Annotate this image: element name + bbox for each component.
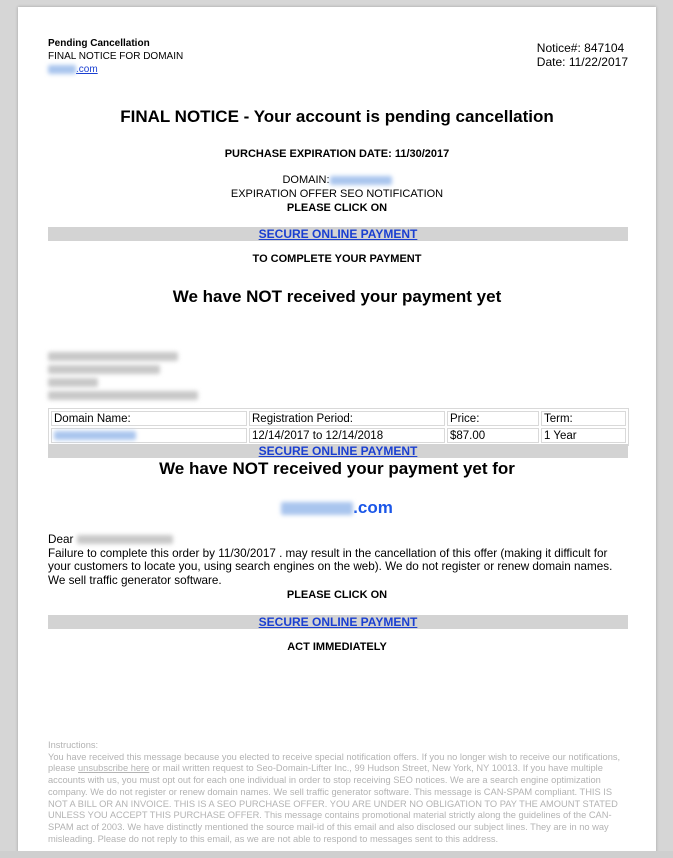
big-domain-suffix[interactable]: .com — [353, 498, 393, 517]
not-received-heading: We have NOT received your payment yet — [172, 287, 502, 306]
table-header-row — [51, 411, 626, 426]
col-domain-name: Domain Name: — [51, 411, 247, 426]
instructions-text-before: You have received this message because you elected to receive special notification offers. If you no longer wish to receive our notifications, please — [48, 751, 621, 774]
email-page — [18, 7, 656, 858]
domain-line — [18, 174, 656, 186]
instructions-label: Instructions: — [48, 740, 99, 750]
act-immediately: ACT IMMEDIATELY — [287, 641, 387, 653]
offer-line: EXPIRATION OFFER SEO NOTIFICATION — [230, 188, 444, 200]
dear-paragraph — [48, 533, 632, 587]
header-left — [48, 37, 183, 76]
instructions — [48, 740, 632, 845]
click-on-2: PLEASE CLICK ON — [286, 589, 388, 601]
redacted-domain — [330, 176, 392, 185]
notice-label: Notice#: — [536, 41, 581, 55]
redacted-name — [48, 352, 178, 361]
page-title: FINAL NOTICE - Your account is pending cancellation — [120, 107, 554, 126]
redacted-domain — [48, 65, 76, 74]
col-registration-period: Registration Period: — [249, 411, 445, 426]
cell-domain[interactable] — [51, 428, 247, 443]
redacted-city — [48, 378, 98, 387]
redacted-domain-link[interactable] — [54, 431, 136, 440]
domain-table — [48, 408, 629, 446]
cell-term: 1 Year — [541, 428, 626, 443]
body-text: Failure to complete this order by 11/30/2017 . may result in the cancellation of this offer (making it difficult for your customers to locate you, using search engines on the web). We do not register or renew domain names. We sell traffic generator software. — [48, 546, 613, 587]
not-received-for-heading: We have NOT received your payment yet for — [159, 459, 515, 478]
date-value: 11/22/2017 — [568, 55, 628, 69]
window-bottom-edge — [0, 851, 673, 858]
click-on-1: PLEASE CLICK ON — [286, 202, 388, 214]
header-title: Pending Cancellation — [48, 38, 150, 49]
complete-payment-line: TO COMPLETE YOUR PAYMENT — [252, 253, 422, 265]
redacted-domain — [281, 502, 353, 515]
secure-payment-link-3[interactable]: SECURE ONLINE PAYMENT — [258, 615, 418, 629]
cell-period: 12/14/2017 to 12/14/2018 — [249, 428, 445, 443]
col-price: Price: — [447, 411, 539, 426]
header-right — [537, 41, 628, 69]
domain-label: DOMAIN: — [282, 174, 330, 186]
cell-price: $87.00 — [447, 428, 539, 443]
redacted-country — [48, 391, 198, 400]
table-row — [51, 428, 626, 443]
date-label: Date: — [536, 55, 566, 69]
payment-bar-1 — [48, 227, 628, 241]
header-domain-suffix[interactable]: .com — [76, 64, 98, 75]
header-domain-link[interactable] — [48, 63, 183, 76]
big-domain[interactable] — [18, 498, 656, 518]
recipient-address — [48, 352, 198, 404]
instructions-text — [48, 752, 632, 846]
secure-payment-link-1[interactable]: SECURE ONLINE PAYMENT — [258, 227, 418, 241]
redacted-recipient — [77, 535, 173, 544]
payment-bar-2 — [48, 444, 628, 458]
dear-label: Dear — [48, 533, 74, 546]
notice-number: 847104 — [584, 41, 625, 55]
payment-bar-3 — [48, 615, 628, 629]
expiration-date: PURCHASE EXPIRATION DATE: 11/30/2017 — [224, 148, 450, 160]
instructions-text-after: or mail written request to Seo-Domain-Lifter Inc., 99 Hudson Street, New York, NY 10013. If you have multiple accounts with us, you must opt out for each one individual in order to stop receiving SEO notices. We are a search engine optimization company. We do not register or renew domain names. We sell traffic generator software. This message is CAN-SPAM compliant. THIS IS NOT A BILL OR AN INVOICE. THIS IS A SEO PURCHASE OFFER. YOU ARE UNDER NO OBLIGATION TO PAY THE AMOUNT STATED UNLESS YOU ACCEPT THIS PURCHASE OFFER. This message contains promotional material strictly along the guidelines of the CAN-SPAM act of 2003. We have distinctly mentioned the source mail-id of this email and also disclosed our subject lines. They are in no way misleading. Please do not reply to this email, as we are not able to respond to messages sent to this address. — [48, 763, 618, 844]
header-subtitle: FINAL NOTICE FOR DOMAIN — [48, 51, 184, 62]
unsubscribe-link[interactable]: unsubscribe here — [78, 763, 150, 774]
col-term: Term: — [541, 411, 626, 426]
redacted-street — [48, 365, 160, 374]
secure-payment-link-2[interactable]: SECURE ONLINE PAYMENT — [258, 444, 418, 458]
